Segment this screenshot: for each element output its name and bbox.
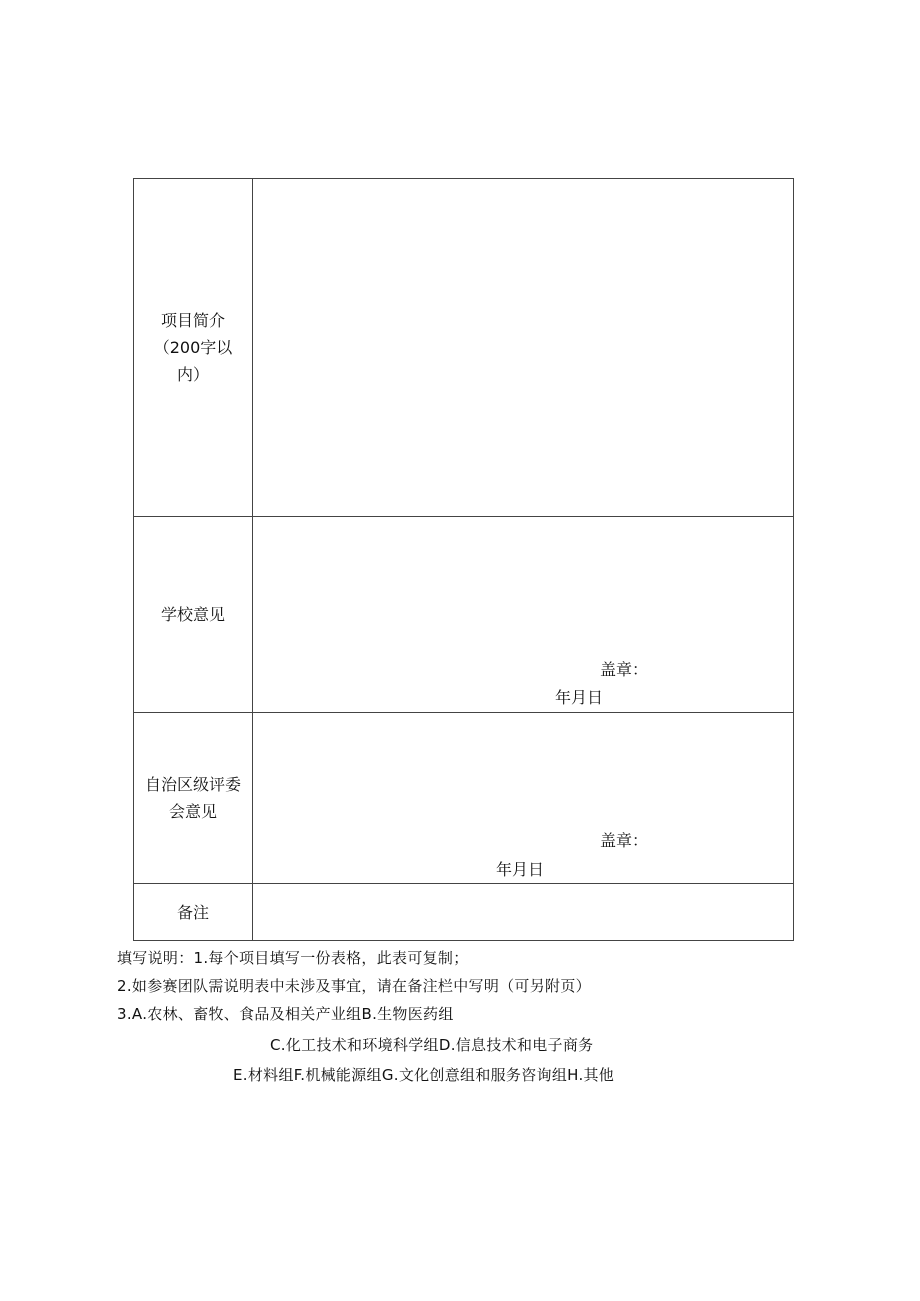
- label-committee-opinion: [134, 713, 253, 883]
- project-intro-field[interactable]: [253, 179, 793, 516]
- row-remarks: [134, 883, 793, 940]
- seal-label: 盖章：: [600, 660, 649, 679]
- instruction-line: 2.如参赛团队需说明表中未涉及事宜，请在备注栏中写明（可另附页）: [117, 977, 591, 995]
- application-form-table: [133, 178, 794, 941]
- date-label: 年月日: [555, 688, 604, 707]
- label-line: 内）: [176, 365, 209, 384]
- committee-opinion-field[interactable]: [253, 713, 793, 883]
- row-school-opinion: [134, 516, 793, 712]
- label-line: 学校意见: [160, 605, 225, 624]
- school-opinion-field[interactable]: [253, 517, 793, 712]
- label-line: 自治区级评委: [144, 775, 241, 794]
- instruction-line: 填写说明：1.每个项目填写一份表格，此表可复制；: [117, 949, 469, 967]
- label-remarks: [134, 884, 253, 940]
- instruction-line: C.化工技术和环境科学组D.信息技术和电子商务: [270, 1036, 594, 1054]
- label-line: 项目简介: [160, 311, 225, 330]
- remarks-field[interactable]: [253, 884, 793, 940]
- label-school-opinion: [134, 517, 253, 712]
- instruction-line: 3.A.农林、畜牧、食品及相关产业组B.生物医药组: [117, 1005, 454, 1023]
- row-committee-opinion: [134, 712, 793, 883]
- label-line: 会意见: [168, 802, 217, 821]
- label-project-intro: [134, 179, 253, 516]
- instruction-line: E.材料组F.机械能源组G.文化创意组和服务咨询组H.其他: [233, 1066, 615, 1084]
- seal-label: 盖章：: [600, 831, 649, 850]
- date-label: 年月日: [496, 860, 545, 879]
- label-line: 备注: [176, 902, 209, 922]
- label-line: （200字以: [153, 338, 233, 357]
- row-project-intro: [134, 179, 793, 516]
